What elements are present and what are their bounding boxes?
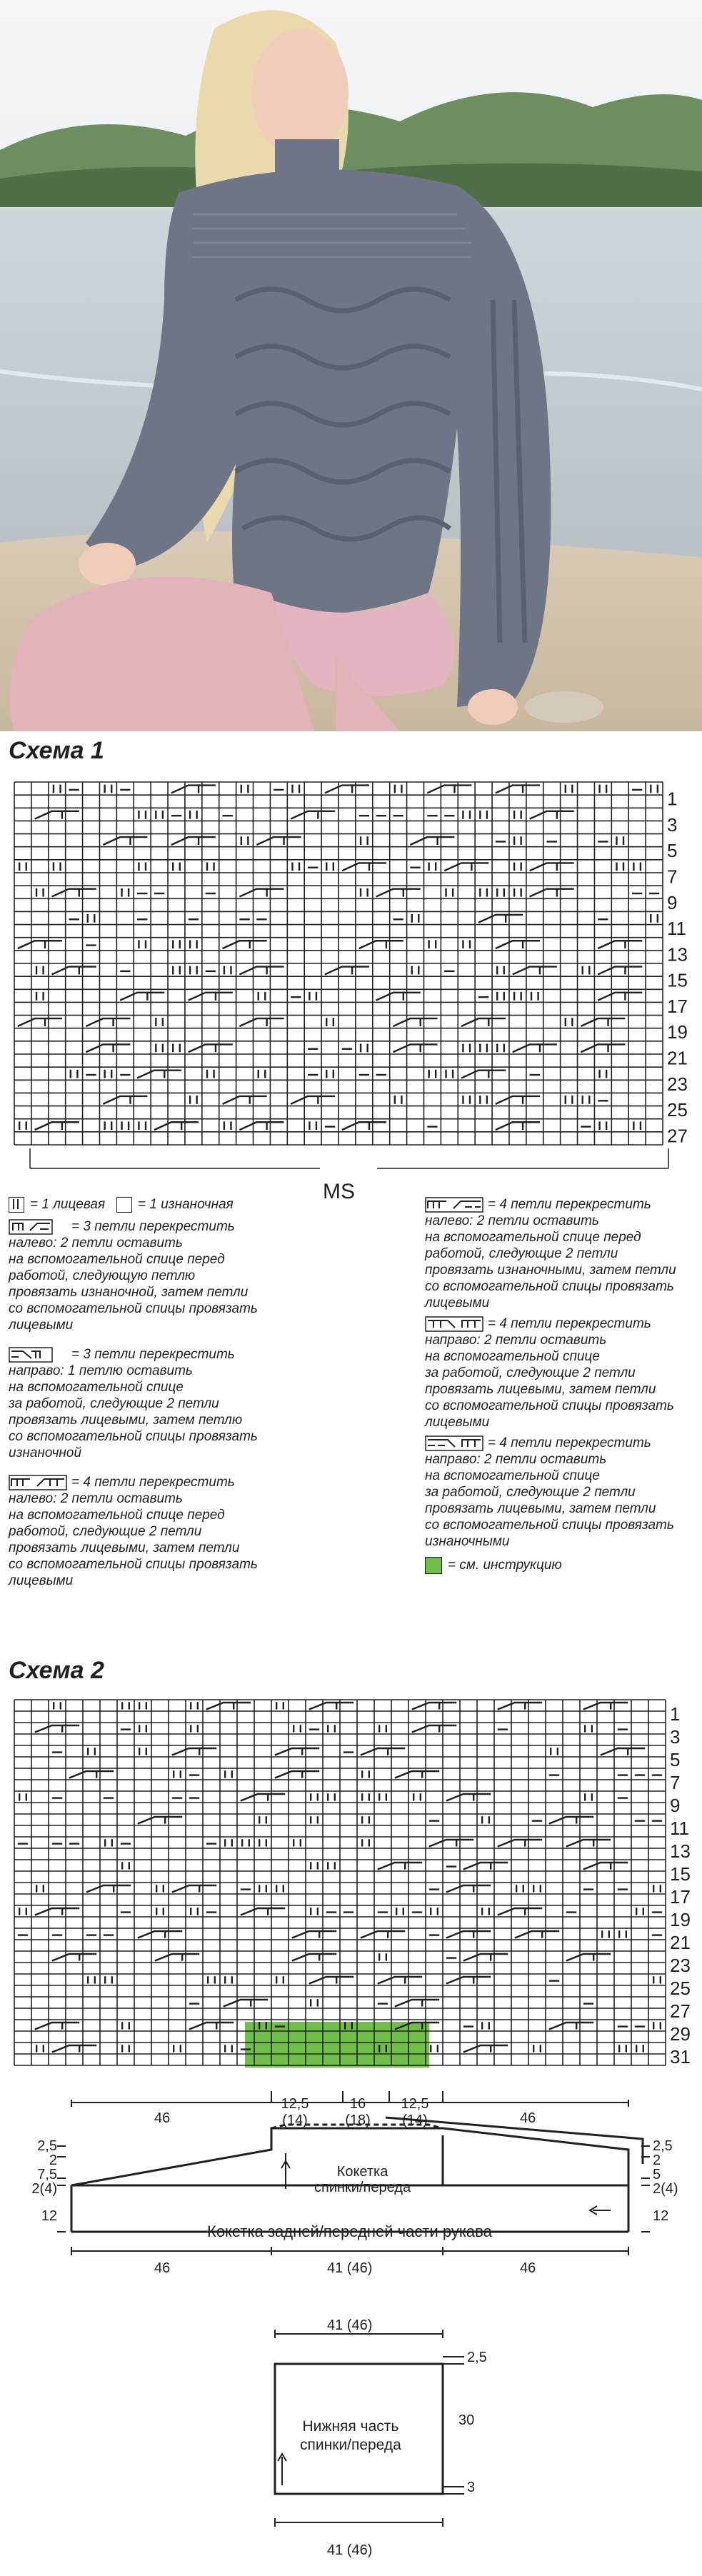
- cable-mark: [223, 941, 267, 948]
- cross4-left-purl-icon: [425, 1197, 483, 1213]
- cable-mark: [393, 1018, 437, 1026]
- cable-mark: [103, 837, 147, 845]
- row-number: 25: [670, 1977, 691, 1999]
- cable-mark: [583, 1863, 628, 1870]
- knit-symbol-icon: [9, 1197, 24, 1213]
- cable-mark: [172, 1748, 216, 1755]
- dim-top-left: 46: [154, 2110, 171, 2126]
- cable-mark: [206, 1703, 251, 1710]
- lower-width-top: 41 (46): [327, 2317, 373, 2333]
- cable-mark: [172, 1885, 216, 1893]
- dim-bottom-left: 46: [154, 2260, 171, 2276]
- lower-right-top: 2,5: [467, 2350, 487, 2365]
- cable-mark: [549, 1817, 593, 1824]
- cable-mark: [361, 1931, 405, 1938]
- cable-mark: [35, 1122, 79, 1130]
- cross4-left-knit-icon: [9, 1475, 67, 1490]
- legend-green: = см. инструкцию: [425, 1557, 700, 1574]
- cable-mark: [69, 1771, 114, 1778]
- cable-mark: [155, 1954, 199, 1961]
- dim-top-yoke-right: 12,5 (14): [401, 2096, 429, 2128]
- dims-right-side: 2,5 2 5 2(4) 12: [653, 2138, 678, 2224]
- cable-mark: [52, 1954, 96, 1961]
- row-number: 21: [667, 1047, 688, 1069]
- cable-mark: [446, 1931, 491, 1938]
- row-number: 31: [670, 2045, 691, 2068]
- green-cell-icon: [425, 1557, 442, 1574]
- cable-mark: [498, 1840, 542, 1847]
- cable-mark: [429, 1840, 473, 1847]
- cable-mark: [463, 1954, 508, 1961]
- cable-mark: [376, 993, 421, 1001]
- cable-mark: [291, 1096, 335, 1104]
- scheme2-title: Схема 2: [9, 1657, 104, 1684]
- cable-mark: [120, 993, 164, 1001]
- legend-cross4-left-purl: = 4 петли перекрестить налево: 2 петли оставить на вспомогательной спице перед работой, следующие 2 петли провязать изнаночными, затем петли со вспомогательной спицы провязать лицевыми: [425, 1197, 676, 1310]
- row-number: 3: [670, 1725, 681, 1748]
- scheme2-chart: [13, 1698, 698, 2070]
- row-number: 27: [670, 2000, 691, 2022]
- cable-mark: [18, 941, 62, 948]
- cable-mark: [498, 1908, 542, 1915]
- cable-mark: [86, 1044, 130, 1052]
- legend-left: [9, 1196, 344, 1589]
- cable-mark: [513, 967, 557, 975]
- cable-mark: [52, 967, 96, 975]
- cable-mark: [496, 786, 540, 793]
- cable-mark: [581, 1044, 625, 1052]
- cable-mark: [256, 837, 301, 845]
- cable-mark: [530, 863, 574, 871]
- cable-mark: [359, 941, 403, 948]
- cable-mark: [496, 941, 540, 948]
- cable-mark: [461, 1018, 506, 1026]
- cable-mark: [412, 1703, 456, 1710]
- lower-label: Нижняя часть спинки/переда: [300, 2418, 401, 2453]
- cable-mark: [291, 811, 335, 819]
- cable-mark: [598, 941, 642, 948]
- cable-mark: [566, 1840, 611, 1847]
- cable-mark: [393, 1044, 437, 1052]
- cable-mark: [292, 1954, 336, 1961]
- cable-mark: [478, 915, 523, 923]
- cable-mark: [446, 1885, 491, 1893]
- cable-mark: [309, 1703, 353, 1710]
- cable-mark: [513, 1044, 557, 1052]
- row-number: 15: [670, 1863, 691, 1885]
- cable-mark: [583, 1703, 628, 1710]
- row-number: 19: [670, 1908, 691, 1930]
- cable-mark: [410, 837, 454, 845]
- lower-height: 30: [458, 2412, 475, 2428]
- cable-mark: [427, 786, 471, 793]
- cable-mark: [498, 1703, 542, 1710]
- row-number: 11: [667, 918, 686, 940]
- cable-mark: [86, 1885, 131, 1893]
- cable-mark: [292, 1931, 336, 1938]
- row-number: 11: [670, 1817, 689, 1839]
- cable-mark: [35, 1908, 79, 1915]
- row-number: 13: [670, 1840, 691, 1862]
- cable-mark: [342, 863, 386, 871]
- cable-mark: [496, 1122, 540, 1130]
- cable-mark: [463, 1863, 508, 1870]
- cable-mark: [598, 967, 642, 975]
- cable-mark: [239, 889, 284, 897]
- cable-mark: [18, 1018, 62, 1026]
- cable-mark: [223, 1096, 267, 1104]
- cross3-right-icon: [9, 1347, 67, 1363]
- cable-mark: [154, 1122, 199, 1130]
- row-number: 1: [667, 788, 678, 810]
- row-number: 23: [670, 1954, 691, 1976]
- dim-bottom-center: 41 (46): [327, 2260, 373, 2276]
- cable-mark: [395, 2000, 439, 2007]
- cable-mark: [239, 1122, 284, 1130]
- row-number: 17: [670, 1885, 691, 1908]
- purl-symbol-icon: [116, 1197, 132, 1213]
- row-number: 1: [670, 1703, 681, 1725]
- cable-mark: [395, 1771, 439, 1778]
- cable-mark: [52, 2045, 96, 2053]
- row-number: 9: [667, 891, 678, 913]
- cable-mark: [496, 1096, 540, 1104]
- cable-mark: [376, 889, 421, 897]
- cable-mark: [342, 1122, 386, 1130]
- scheme1-title: Схема 1: [9, 737, 104, 764]
- cable-mark: [35, 1725, 79, 1733]
- cable-mark: [35, 811, 79, 819]
- cable-mark: [171, 786, 216, 793]
- cable-mark: [189, 2023, 234, 2030]
- cable-mark: [463, 2045, 508, 2053]
- dim-top-yoke-left: 12,5 (14): [281, 2096, 309, 2128]
- row-number: 25: [667, 1099, 688, 1121]
- legend-cross4-left-knit: = 4 петли перекрестить налево: 2 петли оставить на вспомогательной спице перед работой, следующие 2 петли провязать лицевыми, затем петли со вспомогательной спицы провязать лицевыми: [9, 1475, 258, 1588]
- cable-mark: [325, 786, 369, 793]
- row-number: 27: [667, 1125, 688, 1147]
- cable-mark: [138, 1817, 182, 1824]
- cable-mark: [325, 967, 369, 975]
- dim-bottom-right: 46: [520, 2260, 536, 2276]
- cable-mark: [275, 1748, 319, 1755]
- legend-cross4-right-purl: = 4 петли перекрестить направо: 2 петли оставить на вспомогательной спице за работой, следующие 2 петли провязать лицевыми, затем петли со вспомогательной спицы провязать изнаночными: [425, 1435, 674, 1549]
- cable-mark: [412, 1725, 456, 1733]
- legend-cross4-right-knit: = 4 петли перекрестить направо: 2 петли оставить на вспомогательной спице за работой, следующие 2 петли провязать лицевыми, затем петли со вспомогательной спицы провязать лицевыми: [425, 1316, 674, 1430]
- dim-top-right: 46: [520, 2110, 536, 2126]
- legend-cross3-right: = 3 петли перекрестить направо: 1 петлю оставить на вспомогательной спице за работой, следующие 2 петли провязать лицевыми, затем петлю со вспомогательной спицы провязать изнаночной: [9, 1347, 258, 1460]
- model-photo: [0, 0, 702, 731]
- row-number: 19: [667, 1021, 688, 1043]
- cable-mark: [275, 1771, 319, 1778]
- cross3-left-icon: [9, 1219, 67, 1235]
- cable-mark: [239, 1018, 284, 1026]
- cable-mark: [581, 1018, 625, 1026]
- legend-right: [425, 1196, 700, 1574]
- cable-mark: [601, 1748, 645, 1755]
- cross4-right-purl-icon: [425, 1435, 483, 1451]
- cross4-right-knit-icon: [425, 1316, 483, 1332]
- cable-mark: [137, 1071, 181, 1078]
- cable-mark: [446, 1977, 491, 1984]
- row-number: 21: [670, 1931, 691, 1953]
- cable-mark: [361, 1748, 405, 1755]
- row-number: 3: [667, 813, 678, 836]
- scheme1-chart: [13, 781, 698, 1181]
- cable-mark: [566, 1954, 611, 1961]
- cable-mark: [309, 1977, 353, 1984]
- cable-mark: [35, 2023, 79, 2030]
- cable-mark: [224, 2000, 268, 2007]
- cable-mark: [378, 1977, 422, 1984]
- row-number: 23: [667, 1073, 688, 1095]
- cable-mark: [103, 1096, 147, 1104]
- row-number: 5: [670, 1748, 681, 1770]
- cable-mark: [189, 993, 233, 1001]
- cable-mark: [239, 967, 284, 975]
- lower-right-bottom: 3: [467, 2480, 476, 2495]
- lower-width-bottom: 41 (46): [327, 2542, 373, 2558]
- dims-left-side: 2,5 2 7,5 2(4) 12: [31, 2138, 57, 2224]
- cable-mark: [378, 1863, 422, 1870]
- row-number: 13: [667, 943, 688, 966]
- dim-top-neck: 16 (18): [345, 2096, 371, 2128]
- row-number: 9: [670, 1794, 681, 1816]
- legend-purl: = 1 изнаночная: [138, 1197, 234, 1212]
- row-number: 15: [667, 969, 688, 991]
- row-number: 7: [667, 866, 678, 888]
- cable-mark: [189, 1044, 233, 1052]
- cable-mark: [241, 1908, 285, 1915]
- cable-mark: [241, 1794, 285, 1801]
- cable-mark: [86, 1018, 130, 1026]
- cable-mark: [461, 1071, 506, 1078]
- row-number: 7: [670, 1771, 681, 1793]
- cable-mark: [138, 1931, 182, 1938]
- cable-mark: [530, 889, 574, 897]
- legend-knit: = 1 лицевая: [30, 1197, 106, 1212]
- cable-mark: [598, 993, 642, 1001]
- cable-mark: [446, 1794, 491, 1801]
- legend-cross3-left: = 3 петли перекрестить налево: 2 петли оставить на вспомогательной спице перед работой, следующую петлю провязать изнаночной, затем петли со вспомогательной спицы провязать лицевыми: [9, 1219, 258, 1333]
- yoke-label: Кокетка спинки/переда: [314, 2164, 411, 2195]
- model-photo-illustration: [0, 0, 702, 731]
- row-number: 5: [667, 840, 678, 862]
- cable-mark: [444, 863, 488, 871]
- cable-mark: [171, 837, 216, 845]
- cable-mark: [530, 811, 574, 819]
- cable-mark: [52, 889, 96, 897]
- row-number: 29: [670, 2023, 691, 2045]
- sleeve-yoke-label: Кокетка задней/передней части рукава: [207, 2222, 492, 2240]
- cable-mark: [515, 1931, 559, 1938]
- row-number: 17: [667, 995, 688, 1017]
- ms-label: MS: [323, 1180, 355, 1203]
- cable-mark: [549, 2023, 593, 2030]
